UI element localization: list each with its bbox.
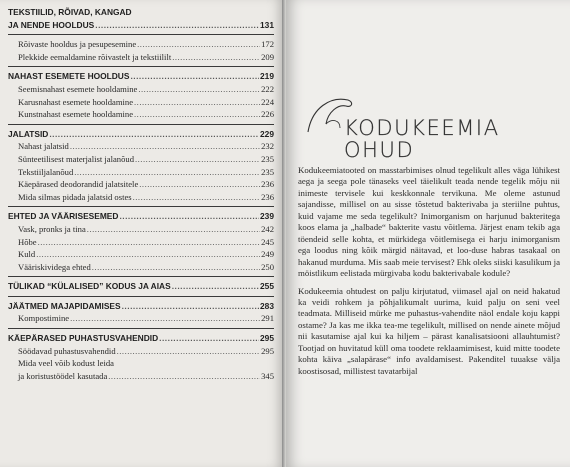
toc-entry-label: Plekkide eemaldamine rõivastelt ja tekstiililt: [18, 51, 172, 62]
toc-section-heading: [8, 70, 274, 83]
toc-entry: [8, 166, 274, 179]
toc-entry: [8, 153, 274, 166]
dot-leader: [137, 38, 260, 51]
toc-entry: [8, 236, 274, 249]
toc-page-number: 239: [260, 211, 274, 222]
toc-page-number: 242: [261, 223, 274, 234]
dot-leader: [139, 178, 260, 191]
toc-entry-label: JALATSID: [8, 128, 49, 139]
dot-leader: [130, 70, 259, 83]
toc-page-number: 235: [261, 153, 274, 164]
dot-leader: [36, 248, 260, 261]
toc-page-number: 235: [261, 166, 274, 177]
dot-leader: [134, 96, 260, 109]
section-divider: [8, 296, 274, 297]
toc-entry: [8, 140, 274, 153]
dot-leader: [74, 166, 260, 179]
toc-entry-label: Söödavad puhastusvahendid: [18, 345, 116, 356]
toc-entry-label: Mida silmas pidada jalatsid ostes: [18, 191, 132, 202]
dot-leader: [95, 19, 259, 32]
dot-leader: [70, 312, 260, 325]
right-page: [286, 0, 570, 467]
toc-entry-label: KÄEPÄRASED PUHASTUSVAHENDID: [8, 333, 159, 344]
toc-entry-label: Vääriskividega ehted: [18, 261, 91, 272]
paragraph: Kodukeemiatooted on masstarbimises olnud tegelikult alles väga lühikest aega ja seega pole tänaseks veel täielikult teada nende tegelik mõju nii inimeste tervisele kui keskkonnale tervikuna. Me oleme astunud sajandisse, millisel on au sisse tõstetud bakterivaba ja steriilne puhtus, kuid vajame me seda tegelikult? Inimorganism on harjunud bakteritega koos elama ja „halbade“ bakterite vastu võitlema. Järjest enam tekib aga töendeid selle kohta, et mürkidega võitlemisega ei harju inimorganism ega loodus ning kõik märgid näitavad, et loo-duse habras tasakaal on hakanud murduma. Mis saab meie tervisest? Ehk oleks siiski kasulikum ja möistlikum eelistada mürgivaba kodu bakterivabale kodule?: [298, 165, 560, 279]
section-divider: [8, 34, 274, 35]
dot-leader: [87, 223, 260, 236]
toc-page-number: 226: [261, 109, 274, 120]
dot-leader: [135, 153, 260, 166]
toc-entry: [8, 51, 274, 64]
section-divider: [8, 206, 274, 207]
toc-entry-label: ja koristustöödel kasutada: [18, 370, 108, 381]
toc-entry-label: JA NENDE HOOLDUS: [8, 19, 95, 30]
toc-section-heading: [8, 128, 274, 141]
dot-leader: [38, 236, 260, 249]
toc-entry: [8, 261, 274, 274]
section-divider: [8, 276, 274, 277]
dot-leader: [49, 128, 259, 141]
toc-page-number: 236: [261, 179, 274, 190]
toc-entry-text: Mida veel võib kodust leida: [18, 358, 114, 369]
dot-leader: [172, 51, 260, 64]
left-page: [0, 0, 282, 467]
toc-section-heading: [8, 332, 274, 345]
chapter-title-line1: KODUKEEMIA: [344, 116, 500, 140]
dot-leader: [119, 210, 259, 223]
toc-entry-label: Karusnahast esemete hooldamine: [18, 96, 134, 107]
toc-entry-label: Vask, pronks ja tina: [18, 223, 86, 234]
dot-leader: [133, 191, 260, 204]
toc-entry-label: Tekstiiljalanõud: [18, 166, 74, 177]
chapter-title-line2: OHUD: [344, 138, 415, 162]
toc-page-number: 172: [261, 39, 274, 50]
toc-entry-label: Sünteetilisest materjalist jalanõud: [18, 153, 134, 164]
toc-page-number: 249: [261, 249, 274, 260]
toc-entry: [8, 345, 274, 358]
toc-section-heading: TEKSTIILID, RÕIVAD, KANGAD: [8, 7, 132, 17]
toc-page-number: 219: [260, 71, 274, 82]
toc-entry: [8, 38, 274, 51]
toc-page-number: 131: [260, 19, 274, 30]
toc-section-heading: [8, 300, 274, 313]
toc-entry: [8, 370, 274, 383]
toc-entry-label: Kompostimine: [18, 313, 70, 324]
toc-entry: [8, 191, 274, 204]
toc-entry-label: Kunstnahast esemete hooldamine: [18, 109, 134, 120]
toc-section-heading: [8, 210, 274, 223]
toc-entry: [8, 108, 274, 121]
toc-entry-label: Käepärased deodorandid jalatsitele: [18, 179, 139, 190]
dot-leader: [108, 370, 260, 383]
toc-entry: [8, 96, 274, 109]
toc-entry: [8, 312, 274, 325]
toc-entry-label: Hõbe: [18, 236, 37, 247]
paragraph: Kodukeemia ohtudest on palju kirjutatud, viimasel ajal on neid hakatud ka veidi rohkem ja põhjalikumalt uurima, kuid palju on seni veel teadmata. Milliseid mürke me puhastus-vahendite näol endale koju kappi ostame? Ja kas me ikka tea-me tegelikult, millised on nende ainete mõjud nii kasutamise ajal kui ka hiljem – pärast kanalisatsiooni allauhtumist? Tootjad on huvitatud küll oma toodete reklaamimisest, kuid mitte toodete kohta käiva „salapärase“ info avaldamisest. Pakenditel tuuakse välja koostisosad, millistest tavatarbijal: [298, 285, 560, 376]
table-of-contents: [8, 6, 274, 382]
section-divider: [8, 66, 274, 67]
toc-entry-label: NAHAST ESEMETE HOOLDUS: [8, 71, 130, 82]
section-divider: [8, 124, 274, 125]
toc-entry: [8, 223, 274, 236]
dot-leader: [172, 280, 259, 293]
toc-page-number: 283: [260, 300, 274, 311]
toc-entry-label: EHTED JA VÄÄRISESEMED: [8, 211, 119, 222]
dot-leader: [70, 140, 260, 153]
toc-entry: [8, 178, 274, 191]
toc-entry-label: Rõivaste hooldus ja pesupesemine: [18, 39, 137, 50]
toc-page-number: 250: [261, 261, 274, 272]
toc-entry-label: Nahast jalatsid: [18, 141, 69, 152]
toc-page-number: 255: [260, 281, 274, 292]
dot-leader: [138, 83, 260, 96]
dot-leader: [117, 345, 260, 358]
toc-entry-label: Seemisnahast esemete hooldamine: [18, 83, 138, 94]
dot-leader: [122, 300, 259, 313]
toc-entry-label: TÜLIKAD “KÜLALISED” KODUS JA AIAS: [8, 281, 171, 292]
dot-leader: [159, 332, 259, 345]
toc-page-number: 229: [260, 128, 274, 139]
toc-page-number: 245: [261, 236, 274, 247]
toc-page-number: 224: [261, 96, 274, 107]
dot-leader: [92, 261, 260, 274]
toc-entry-label: JÄÄTMED MAJAPIDAMISES: [8, 300, 121, 311]
toc-entry: [8, 83, 274, 96]
toc-section-heading: [8, 280, 274, 293]
toc-entry: [8, 248, 274, 261]
toc-page-number: 232: [261, 141, 274, 152]
toc-page-number: 295: [261, 345, 274, 356]
toc-page-number: 291: [261, 313, 274, 324]
dot-leader: [134, 108, 260, 121]
toc-page-number: 222: [261, 83, 274, 94]
chapter-body: [298, 165, 560, 383]
toc-entry-label: Kuld: [18, 249, 36, 260]
toc-page-number: 345: [261, 370, 274, 381]
toc-page-number: 209: [261, 51, 274, 62]
toc-page-number: 295: [260, 333, 274, 344]
toc-section-heading: [8, 19, 274, 32]
chapter-heading: [286, 90, 570, 160]
toc-page-number: 236: [261, 191, 274, 202]
section-divider: [8, 328, 274, 329]
